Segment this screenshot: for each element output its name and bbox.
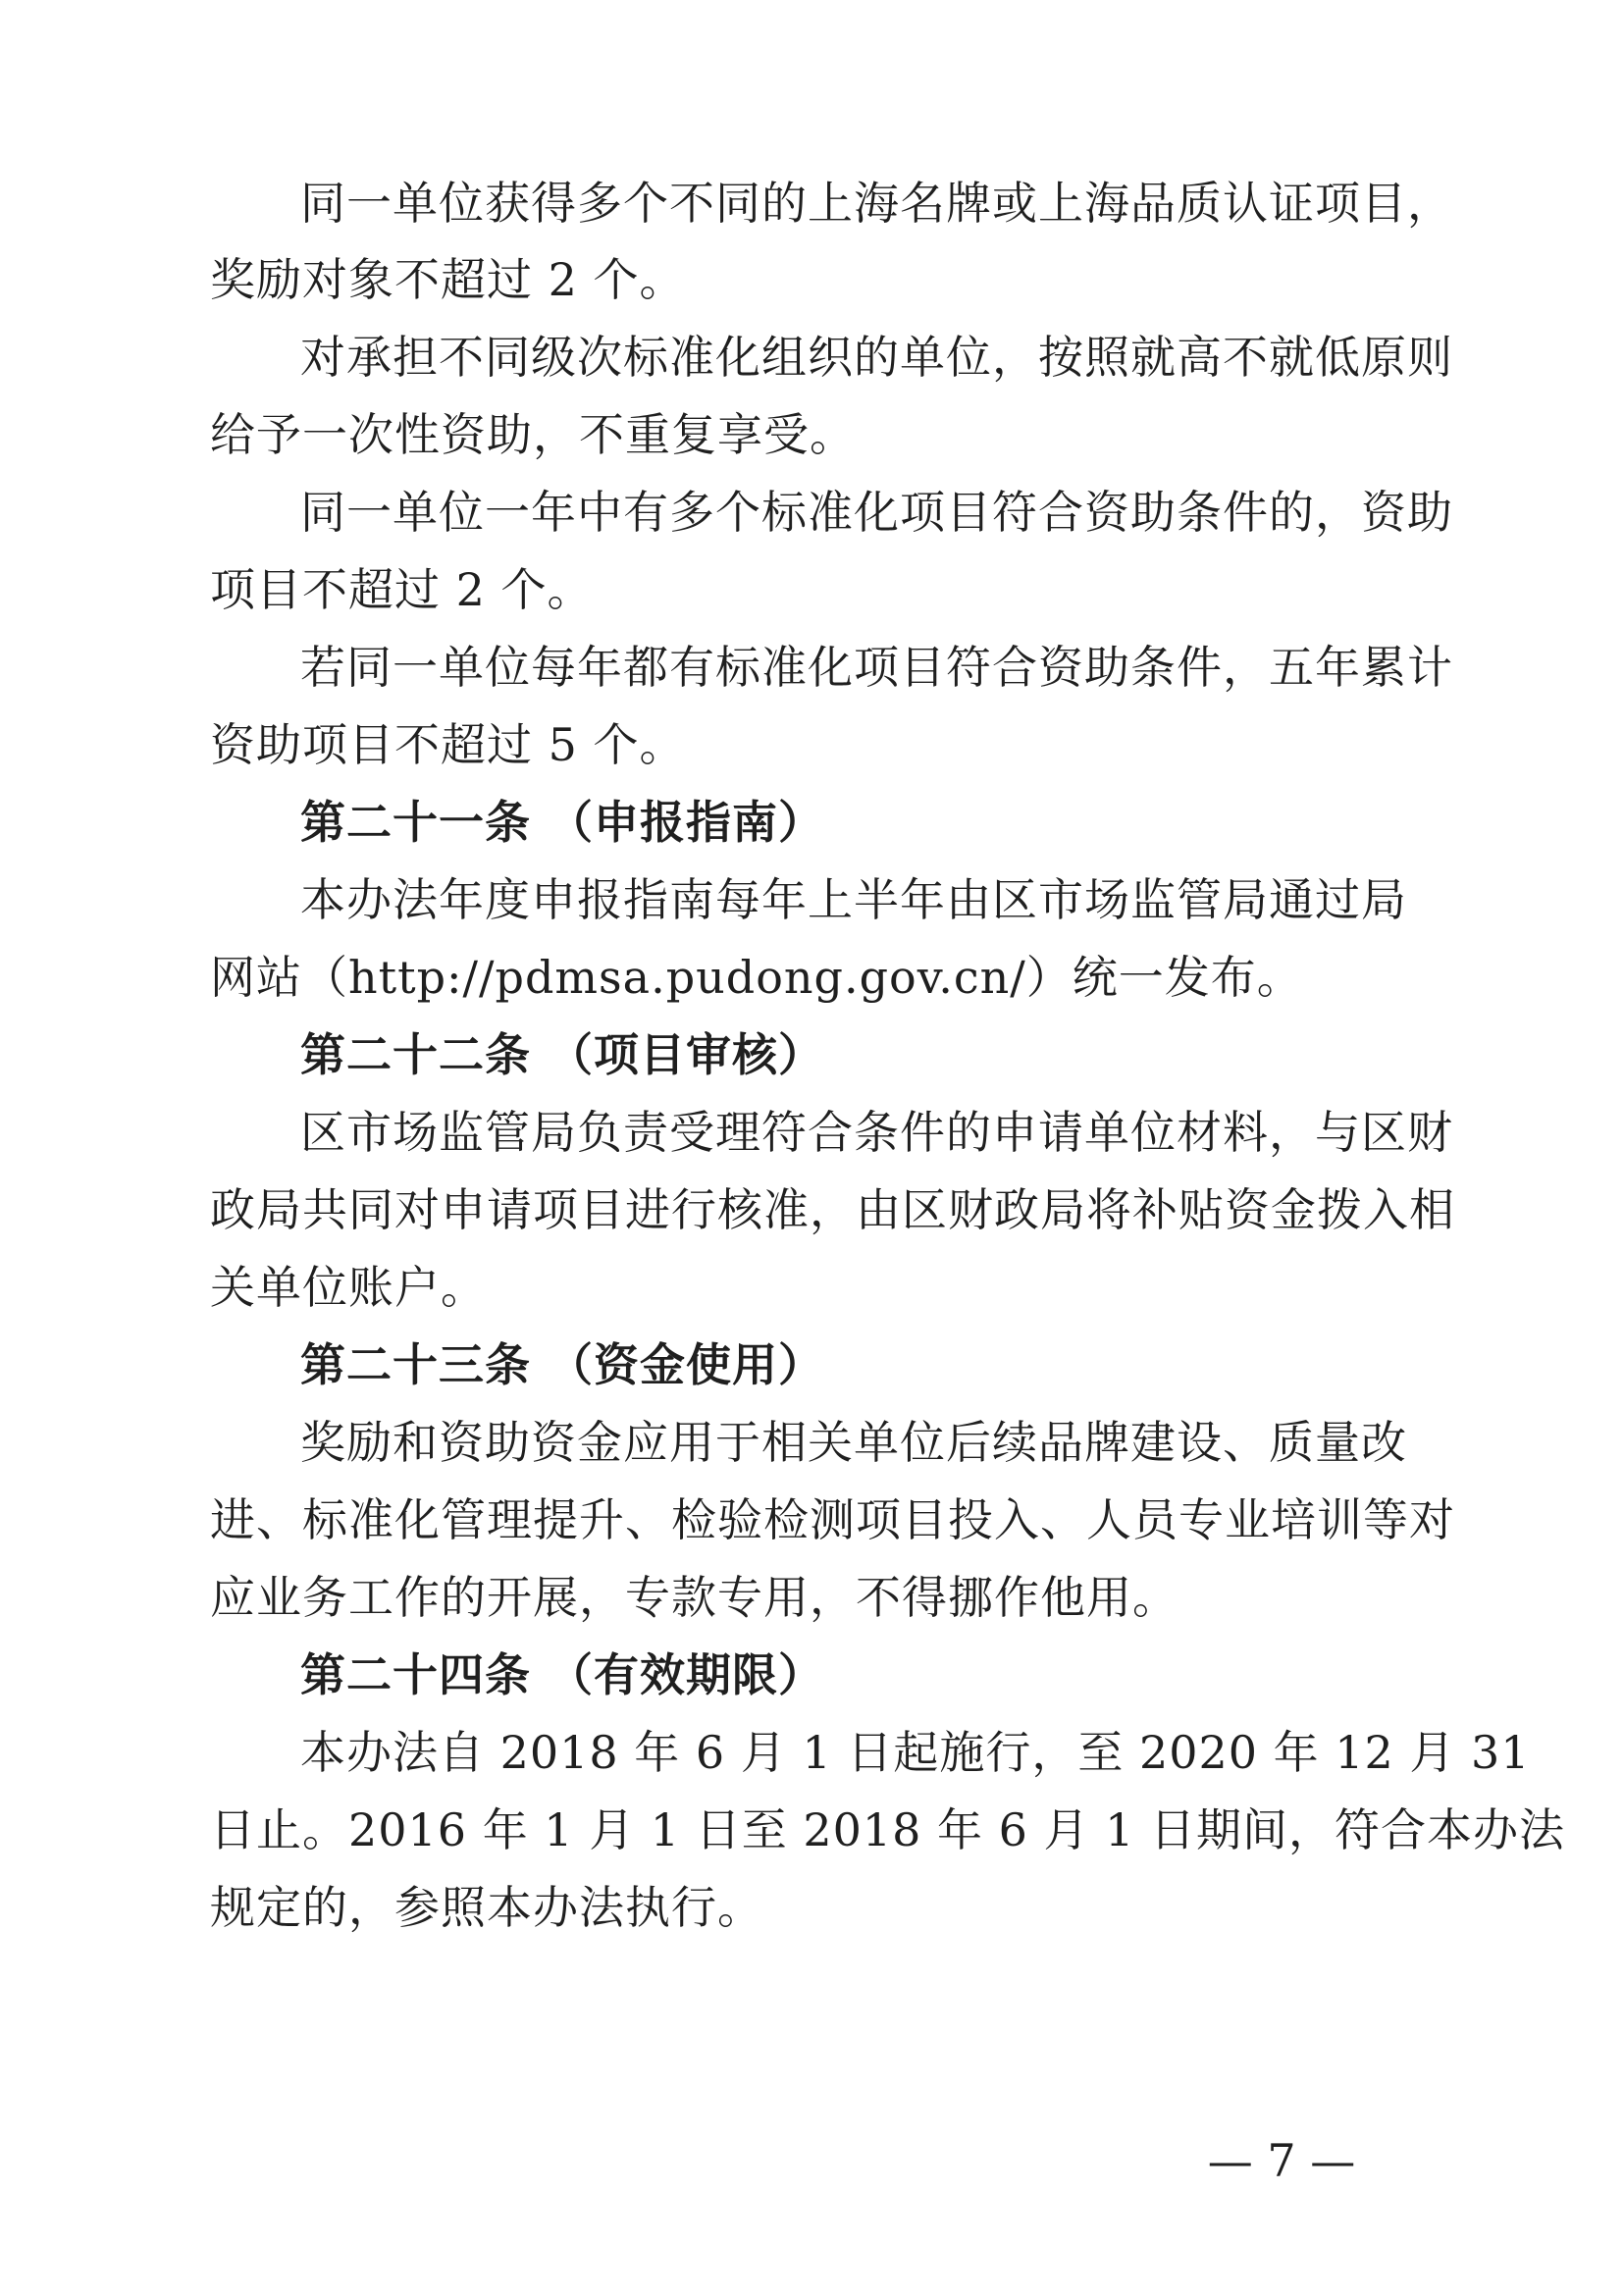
article-heading: 第二十二条 （项目审核） <box>300 1028 825 1081</box>
paragraph-line: 区市场监管局负责受理符合条件的申请单位材料，与区财 <box>300 1106 1453 1159</box>
paragraph-line: 网站（http://pdmsa.pudong.gov.cn/）统一发布。 <box>210 951 1303 1004</box>
paragraph-line: 日止。2016 年 1 月 1 日至 2018 年 6 月 1 日期间，符合本办法 <box>210 1803 1566 1856</box>
paragraph-line: 资助项目不超过 5 个。 <box>210 718 686 771</box>
paragraph-line: 给予一次性资助，不重复享受。 <box>210 408 856 461</box>
page-number: — 7 — <box>1207 2134 1356 2187</box>
paragraph-line: 政局共同对申请项目进行核准，由区财政局将补贴资金拨入相 <box>210 1183 1455 1236</box>
paragraph-line: 规定的，参照本办法执行。 <box>210 1881 763 1934</box>
article-heading: 第二十三条 （资金使用） <box>300 1338 825 1391</box>
paragraph-line: 奖励对象不超过 2 个。 <box>210 253 686 306</box>
paragraph-line: 项目不超过 2 个。 <box>210 563 594 616</box>
article-heading: 第二十四条 （有效期限） <box>300 1648 825 1701</box>
paragraph-line: 对承担不同级次标准化组织的单位，按照就高不就低原则 <box>300 331 1453 384</box>
article-heading: 第二十一条 （申报指南） <box>300 796 825 849</box>
paragraph-line: 应业务工作的开展，专款专用，不得挪作他用。 <box>210 1571 1178 1624</box>
paragraph-line: 本办法年度申报指南每年上半年由区市场监管局通过局 <box>300 873 1407 926</box>
paragraph-line: 本办法自 2018 年 6 月 1 日起施行，至 2020 年 12 月 31 <box>300 1726 1531 1779</box>
paragraph-line: 奖励和资助资金应用于相关单位后续品牌建设、质量改 <box>300 1416 1407 1469</box>
paragraph-line: 关单位账户。 <box>210 1261 487 1314</box>
paragraph-line: 同一单位一年中有多个标准化项目符合资助条件的，资助 <box>300 486 1453 539</box>
paragraph-line: 同一单位获得多个不同的上海名牌或上海品质认证项目， <box>300 177 1453 230</box>
paragraph-line: 若同一单位每年都有标准化项目符合资助条件，五年累计 <box>300 641 1453 694</box>
paragraph-line: 进、标准化管理提升、检验检测项目投入、人员专业培训等对 <box>210 1493 1455 1546</box>
